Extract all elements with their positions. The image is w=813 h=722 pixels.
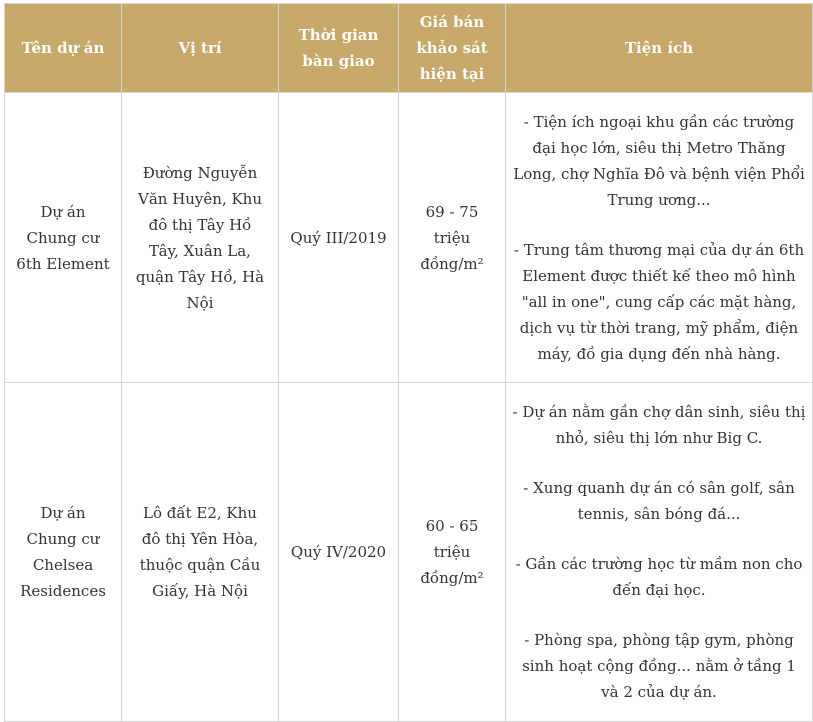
cell-handover-time: Quý III/2019 bbox=[279, 93, 399, 383]
header-project-name: Tên dự án bbox=[5, 4, 122, 93]
table-row bbox=[5, 93, 813, 383]
amenity-paragraph: - Gần các trường học từ mầm non cho đến đại học. bbox=[515, 555, 803, 599]
header-location: Vị trí bbox=[122, 4, 279, 93]
amenity-paragraph: - Tiện ích ngoại khu gần các trường đại học lớn, siêu thị Metro Thăng Long, chợ Nghĩa Đô và bệnh viện Phổi Trung ương... bbox=[513, 112, 805, 209]
amenity-paragraph: - Trung tâm thương mại của dự án 6th Element được thiết kế theo mô hình "all in one", cung cấp các mặt hàng, dịch vụ từ thời trang, mỹ phẩm, điện máy, đồ gia dụng đến nhà hàng. bbox=[513, 240, 805, 363]
cell-amenities bbox=[506, 383, 813, 722]
project-comparison-table bbox=[4, 3, 813, 722]
amenity-paragraph: - Dự án nằm gần chợ dân sinh, siêu thị nhỏ, siêu thị lớn như Big C. bbox=[512, 403, 806, 447]
cell-location: Lô đất E2, Khu đô thị Yên Hòa, thuộc quận Cầu Giấy, Hà Nội bbox=[122, 383, 279, 722]
cell-amenities bbox=[506, 93, 813, 383]
cell-price: 69 - 75 triệu đồng/m² bbox=[399, 93, 506, 383]
amenity-paragraph: - Xung quanh dự án có sân golf, sân tennis, sân bóng đá... bbox=[523, 479, 795, 523]
cell-price: 60 - 65 triệu đồng/m² bbox=[399, 383, 506, 722]
cell-project-name: Dự án Chung cư Chelsea Residences bbox=[5, 383, 122, 722]
cell-handover-time: Quý IV/2020 bbox=[279, 383, 399, 722]
cell-project-name: Dự án Chung cư 6th Element bbox=[5, 93, 122, 383]
table-row bbox=[5, 383, 813, 722]
table-header-row bbox=[5, 4, 813, 93]
amenity-paragraph: - Phòng spa, phòng tập gym, phòng sinh hoạt cộng đồng... nằm ở tầng 1 và 2 của dự án. bbox=[522, 631, 796, 701]
cell-location: Đường Nguyễn Văn Huyên, Khu đô thị Tây Hồ Tây, Xuân La, quận Tây Hồ, Hà Nội bbox=[122, 93, 279, 383]
header-amenities: Tiện ích bbox=[506, 4, 813, 93]
header-handover-time: Thời gian bàn giao bbox=[279, 4, 399, 93]
header-current-price: Giá bán khảo sát hiện tại bbox=[399, 4, 506, 93]
